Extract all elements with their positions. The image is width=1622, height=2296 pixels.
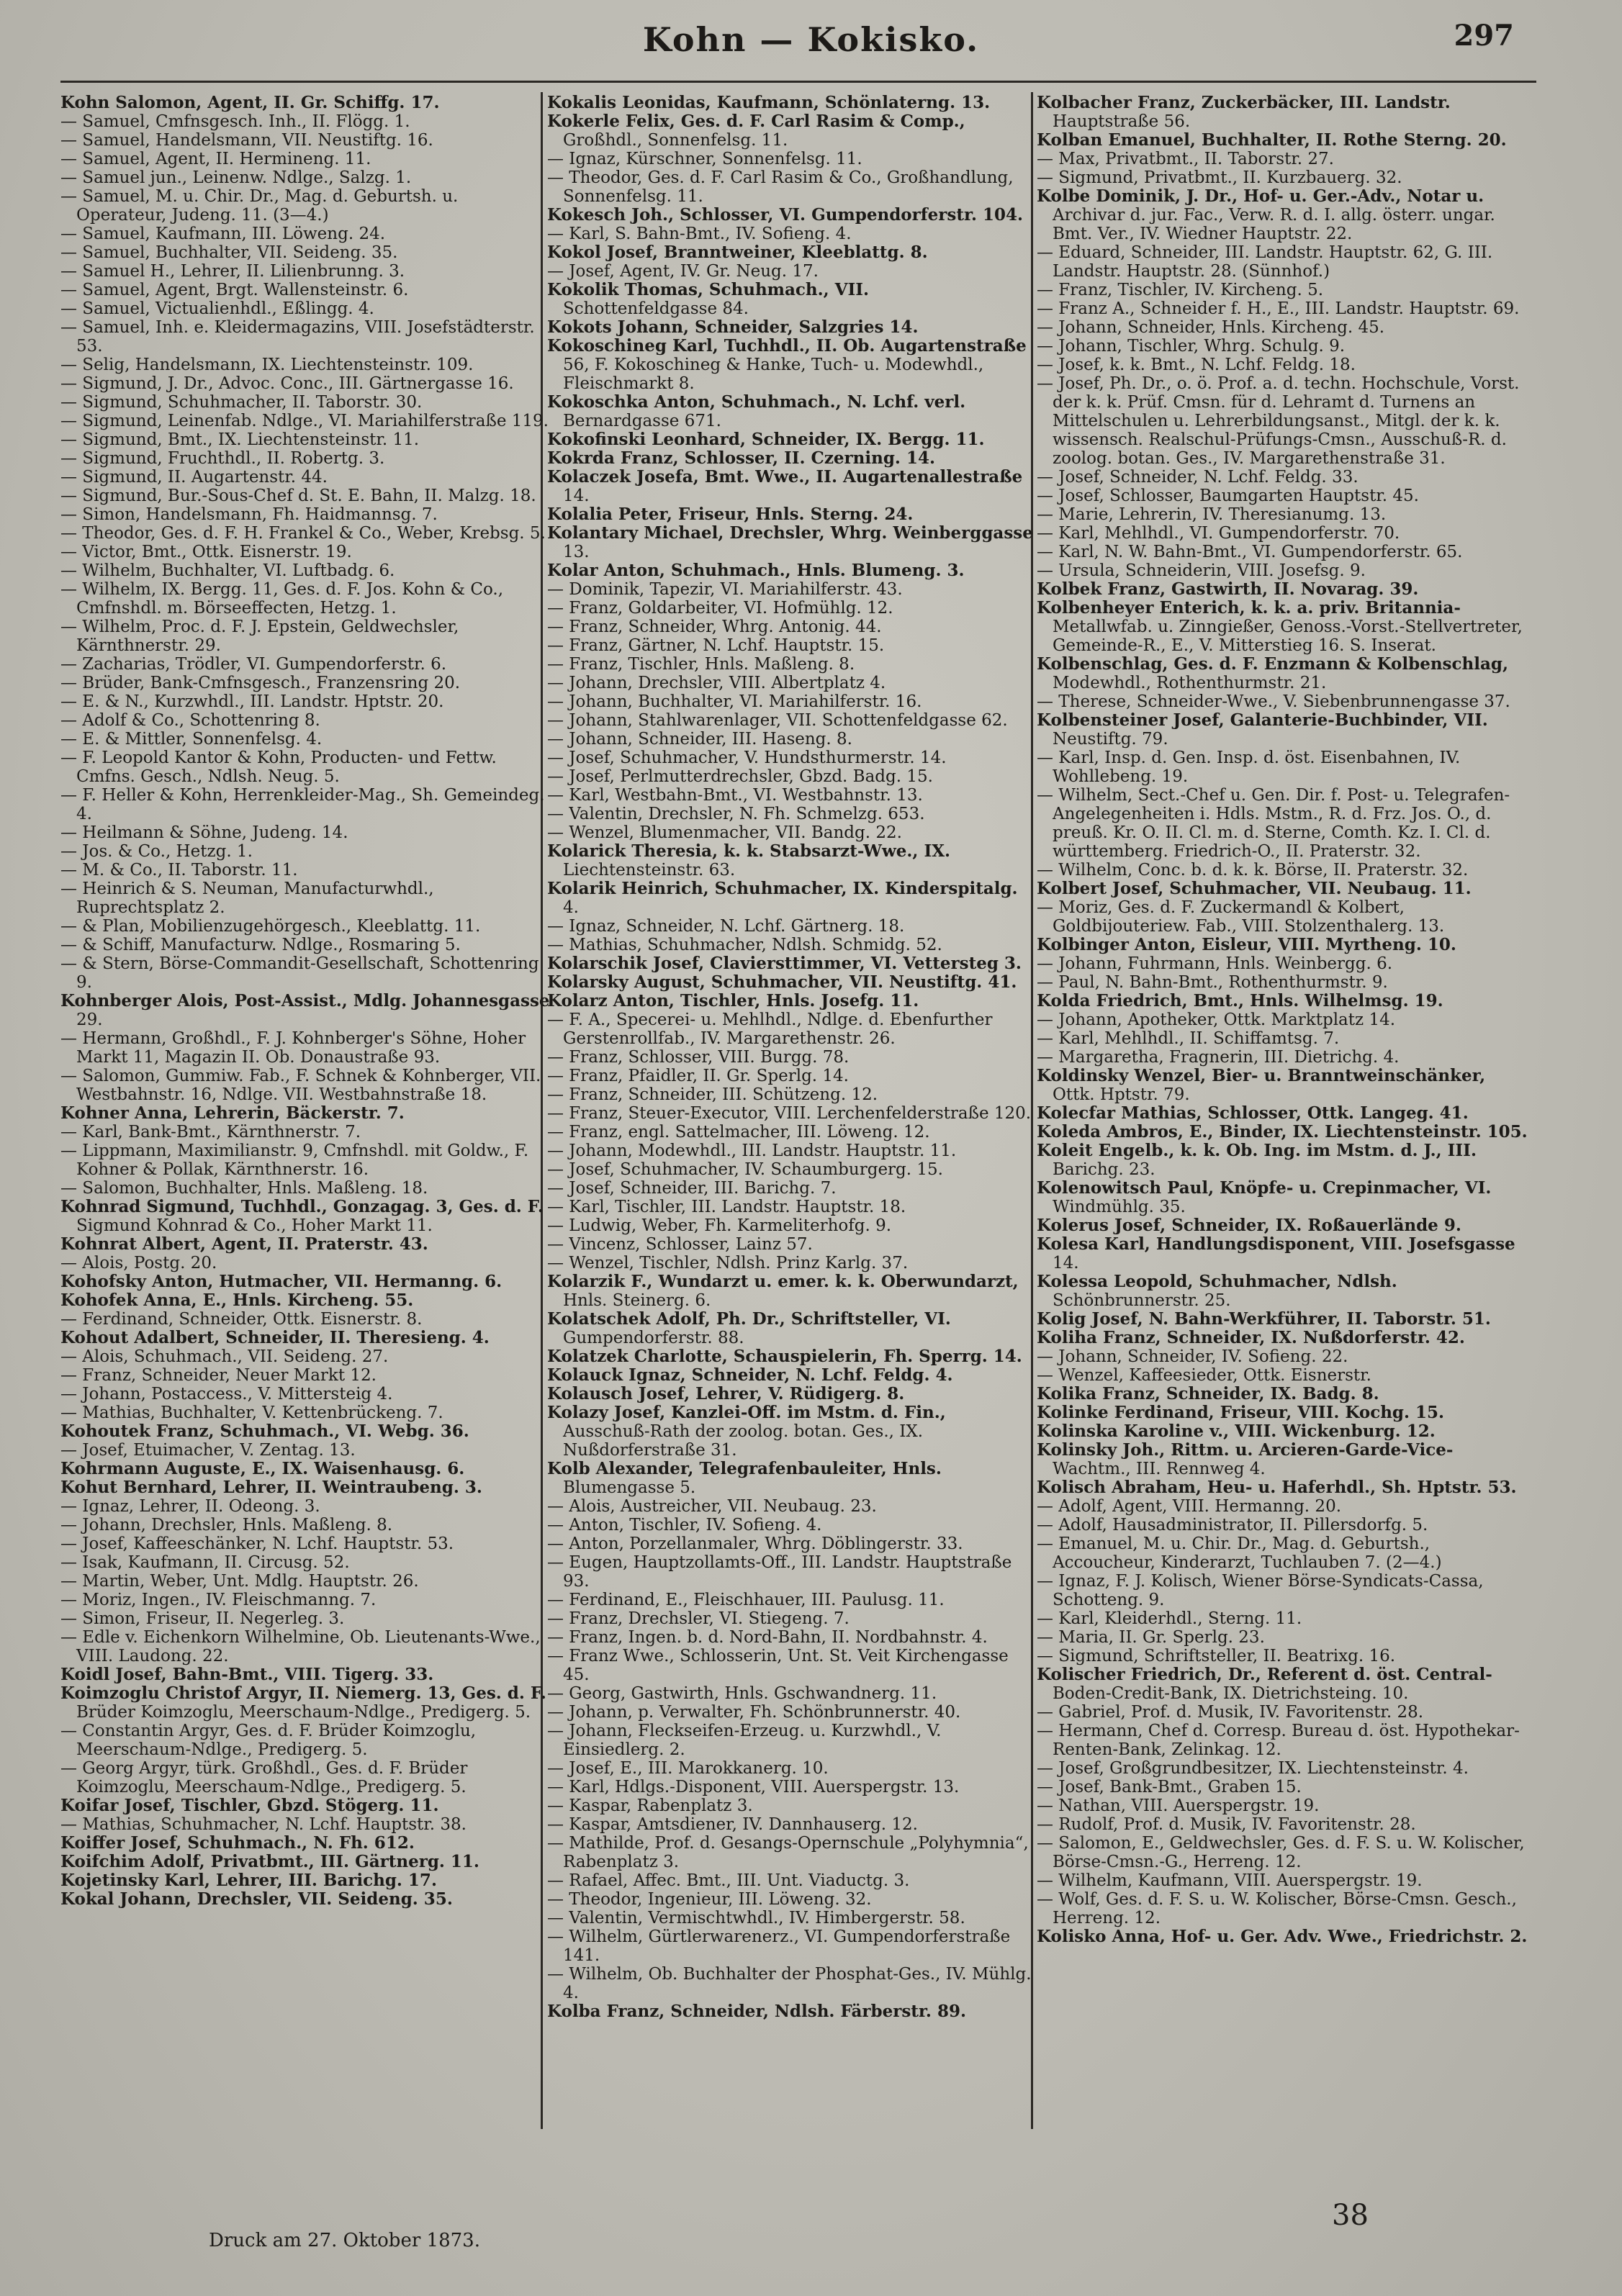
directory-entry: — Karl, Tischler, III. Landstr. Hauptstr. 18. xyxy=(547,1198,906,1216)
directory-entry: — Samuel, Cmfnsgesch. Inh., II. Flögg. 1. xyxy=(60,112,410,131)
header-rule xyxy=(60,81,1536,83)
directory-entry: — Johann, Apotheker, Ottk. Marktplatz 14. xyxy=(1037,1011,1396,1029)
directory-entry: — Karl, Kleiderhdl., Sterng. 11. xyxy=(1037,1609,1302,1628)
directory-entry: — Jos. & Co., Hetzg. 1. xyxy=(60,842,253,861)
directory-entry: Koifar Josef, Tischler, Gbzd. Stögerg. 11. xyxy=(60,1796,439,1815)
directory-entry: — Salomon, Gummiw. Fab., F. Schnek & Kohnberger, VII. Westbahnstr. 16, Ndlge. VII. Westbahnstraße 18. xyxy=(60,1067,541,1104)
directory-entry: — Ludwig, Weber, Fh. Karmeliterhofg. 9. xyxy=(547,1216,892,1235)
directory-entry: — Martin, Weber, Unt. Mdlg. Hauptstr. 26. xyxy=(60,1572,419,1591)
directory-entry: — Karl, Westbahn-Bmt., VI. Westbahnstr. 13. xyxy=(547,786,923,805)
directory-entry: — Karl, Hdlgs.-Disponent, VIII. Auerspergstr. 13. xyxy=(547,1778,960,1796)
directory-entry: — & Plan, Mobilienzugehörgesch., Kleeblattg. 11. xyxy=(60,917,481,936)
directory-entry: — Karl, Mehlhdl., II. Schiffamtsg. 7. xyxy=(1037,1029,1340,1048)
directory-entry: Kolazy Josef, Kanzlei-Off. im Mstm. d. Fin., Ausschuß-Rath der zoolog. botan. Ges., IX. Nußdorferstraße 31. xyxy=(547,1403,946,1460)
directory-entry: — Ignaz, F. J. Kolisch, Wiener Börse-Syndicats-Cassa, Schotteng. 9. xyxy=(1037,1572,1484,1609)
directory-entry: — Selig, Handelsmann, IX. Liechtensteinstr. 109. xyxy=(60,356,474,374)
directory-entry: — Therese, Schneider-Wwe., V. Siebenbrunnengasse 37. xyxy=(1037,692,1510,711)
directory-entry: — Salomon, Buchhalter, Hnls. Maßleng. 18. xyxy=(60,1179,428,1198)
directory-entry: Kolbensteiner Josef, Galanterie-Buchbinder, VII. Neustiftg. 79. xyxy=(1037,710,1488,749)
directory-entry: — Franz, Schneider, Neuer Markt 12. xyxy=(60,1366,377,1385)
directory-entry: Kohnrat Albert, Agent, II. Praterstr. 43. xyxy=(60,1234,428,1254)
directory-entry: Kohnberger Alois, Post-Assist., Mdlg. Johannesgasse 29. xyxy=(60,991,550,1029)
directory-entry: — Karl, Mehlhdl., VI. Gumpendorferstr. 70. xyxy=(1037,524,1400,543)
directory-entry: — Franz Wwe., Schlosserin, Unt. St. Veit Kirchengasse 45. xyxy=(547,1647,1009,1684)
directory-entry: — Ignaz, Kürschner, Sonnenfelsg. 11. xyxy=(547,150,862,168)
directory-entry: Koidl Josef, Bahn-Bmt., VIII. Tigerg. 33. xyxy=(60,1665,434,1684)
directory-entry: — Josef, Schuhmacher, IV. Schaumburgerg. 15. xyxy=(547,1160,943,1179)
directory-entry: Kolaczek Josefa, Bmt. Wwe., II. Augartenallestraße 14. xyxy=(547,467,1023,505)
sheet-number: 38 xyxy=(1332,2199,1369,2232)
page-header xyxy=(0,16,1622,66)
directory-entry: — Wilhelm, Proc. d. F. J. Epstein, Geldwechsler, Kärnthnerstr. 29. xyxy=(60,618,459,655)
directory-entry: — Mathias, Schuhmacher, Ndlsh. Schmidg. 52. xyxy=(547,936,942,954)
directory-entry: Kolba Franz, Schneider, Ndlsh. Färberstr. 89. xyxy=(547,2002,966,2021)
directory-entry: — Wilhelm, Conc. b. d. k. k. Börse, II. Praterstr. 32. xyxy=(1037,861,1469,880)
directory-entry: — Josef, Kaffeeschänker, N. Lchf. Hauptstr. 53. xyxy=(60,1535,454,1553)
directory-entry: — Josef, E., III. Marokkanerg. 10. xyxy=(547,1759,829,1778)
directory-entry: — Johann, Tischler, Whrg. Schulg. 9. xyxy=(1037,337,1346,356)
directory-entry: — F. Leopold Kantor & Kohn, Producten- und Fettw. Cmfns. Gesch., Ndlsh. Neug. 5. xyxy=(60,749,497,786)
directory-entry: — Mathilde, Prof. d. Gesangs-Opernschule „Polyhymnia“, Rabenplatz 3. xyxy=(547,1834,1029,1871)
directory-entry: — Samuel, Agent, Brgt. Wallensteinstr. 6. xyxy=(60,281,409,299)
directory-entry: — Vincenz, Schlosser, Lainz 57. xyxy=(547,1235,813,1254)
directory-entry: — Valentin, Drechsler, N. Fh. Schmelzg. 653. xyxy=(547,805,925,823)
directory-entry: — Paul, N. Bahn-Bmt., Rothenthurmstr. 9. xyxy=(1037,973,1388,992)
directory-entry: — Edle v. Eichenkorn Wilhelmine, Ob. Lieutenants-Wwe., VIII. Laudong. 22. xyxy=(60,1628,541,1665)
directory-entry: — Franz A., Schneider f. H., E., III. Landstr. Hauptstr. 69. xyxy=(1037,299,1520,318)
directory-entry: — Franz, Tischler, Hnls. Maßleng. 8. xyxy=(547,655,855,674)
directory-entry: Kolessa Leopold, Schuhmacher, Ndlsh. Schönbrunnerstr. 25. xyxy=(1037,1272,1397,1310)
directory-entry: — Ignaz, Schneider, N. Lchf. Gärtnerg. 18. xyxy=(547,917,905,936)
directory-entry: — Ferdinand, E., Fleischhauer, III. Paulusg. 11. xyxy=(547,1591,945,1609)
directory-entry: Kolda Friedrich, Bmt., Hnls. Wilhelmsg. 19. xyxy=(1037,991,1443,1011)
directory-entry: — Karl, Insp. d. Gen. Insp. d. öst. Eisenbahnen, IV. Wohllebeng. 19. xyxy=(1037,749,1461,786)
directory-entry: — Johann, Fleckseifen-Erzeug. u. Kurzwhdl., V. Einsiedlerg. 2. xyxy=(547,1722,942,1759)
directory-entry: — Wenzel, Kaffeesieder, Ottk. Eisnerstr. xyxy=(1037,1366,1371,1385)
directory-entry: — Alois, Austreicher, VII. Neubaug. 23. xyxy=(547,1497,877,1516)
directory-entry: — Ignaz, Lehrer, II. Odeong. 3. xyxy=(60,1497,320,1516)
directory-entry: — Josef, Agent, IV. Gr. Neug. 17. xyxy=(547,262,819,281)
directory-entry: — Franz, Tischler, IV. Kircheng. 5. xyxy=(1037,281,1324,299)
directory-entry: Kolban Emanuel, Buchhalter, II. Rothe Sterng. 20. xyxy=(1037,130,1507,150)
directory-entry: — Kaspar, Amtsdiener, IV. Dannhauserg. 12. xyxy=(547,1815,918,1834)
directory-entry: — M. & Co., II. Taborstr. 11. xyxy=(60,861,298,880)
directory-entry: — Mathias, Buchhalter, V. Kettenbrückeng. 7. xyxy=(60,1404,443,1422)
directory-entry: Kohofsky Anton, Hutmacher, VII. Hermanng. 6. xyxy=(60,1272,503,1291)
directory-entry: — Sigmund, Fruchthdl., II. Robertg. 3. xyxy=(60,449,385,468)
directory-entry: — Josef, Ph. Dr., o. ö. Prof. a. d. techn. Hochschule, Vorst. der k. k. Prüf. Cmsn. für d. Lehramt d. Turnens an Mittelschulen u. Lehrerbildungsanst., Mitgl. der k. k. wissensch. Realschul-Prüfungs-Cmsn., Ausschuß-R. d. zoolog. botan. Ges., IV. Margarethenstraße 31. xyxy=(1037,374,1520,468)
directory-entry: — Samuel, Victualienhdl., Eßlingg. 4. xyxy=(60,299,374,318)
directory-entry: — Marie, Lehrerin, IV. Theresianumg. 13. xyxy=(1037,505,1387,524)
directory-entry: — Eugen, Hauptzollamts-Off., III. Landstr. Hauptstraße 93. xyxy=(547,1553,1012,1591)
directory-entry: Kolbenschlag, Ges. d. F. Enzmann & Kolbenschlag, Modewhdl., Rothenthurmstr. 21. xyxy=(1037,654,1508,692)
directory-entry: Kolarsky August, Schuhmacher, VII. Neustiftg. 41. xyxy=(547,972,1017,992)
directory-entry: — Alois, Postg. 20. xyxy=(60,1254,217,1273)
directory-entry: Kokolik Thomas, Schuhmach., VII. Schottenfeldgasse 84. xyxy=(547,280,870,318)
directory-entry: Kokol Josef, Branntweiner, Kleeblattg. 8. xyxy=(547,243,928,262)
directory-entry: Koiffer Josef, Schuhmach., N. Fh. 612. xyxy=(60,1833,415,1853)
directory-entry: — Sigmund, II. Augartenstr. 44. xyxy=(60,468,328,487)
directory-entry: Kolenowitsch Paul, Knöpfe- u. Crepinmacher, VI. Windmühlg. 35. xyxy=(1037,1178,1492,1216)
directory-entry: — Moriz, Ges. d. F. Zuckermandl & Kolbert, Goldbijouteriew. Fab., VIII. Stolzenthalerg. 13. xyxy=(1037,898,1445,936)
directory-entry: — Samuel, Handelsmann, VII. Neustiftg. 16. xyxy=(60,131,433,150)
print-date: Druck am 27. Oktober 1873. xyxy=(209,2230,480,2251)
directory-entry: — Wilhelm, IX. Bergg. 11, Ges. d. F. Jos. Kohn & Co., Cmfnshdl. m. Börseeffecten, Hetzg. 1. xyxy=(60,580,504,618)
directory-entry: Kolatzek Charlotte, Schauspielerin, Fh. Sperrg. 14. xyxy=(547,1347,1022,1366)
directory-entry: Kolbert Josef, Schuhmacher, VII. Neubaug. 11. xyxy=(1037,879,1472,898)
directory-entry: Kolisch Abraham, Heu- u. Haferhdl., Sh. Hptstr. 53. xyxy=(1037,1478,1517,1497)
directory-entry: — Georg Argyr, türk. Großhdl., Ges. d. F. Brüder Koimzoglu, Meerschaum-Ndlge., Predigerg. 5. xyxy=(60,1759,468,1796)
directory-entry: Kolbe Dominik, J. Dr., Hof- u. Ger.-Adv., Notar u. Archivar d. jur. Fac., Verw. R. d. I. allg. österr. ungar. Bmt. Ver., IV. Wiedner Hauptstr. 22. xyxy=(1037,186,1495,243)
directory-entry: Kolinke Ferdinand, Friseur, VIII. Kochg. 15. xyxy=(1037,1403,1445,1422)
directory-entry: Kolarz Anton, Tischler, Hnls. Josefg. 11. xyxy=(547,991,919,1011)
directory-entry: — & Stern, Börse-Commandit-Gesellschaft, Schottenring 9. xyxy=(60,954,539,992)
directory-entry: Kojetinsky Karl, Lehrer, III. Barichg. 17. xyxy=(60,1871,437,1890)
directory-entry: — Heinrich & S. Neuman, Manufacturwhdl., Ruprechtsplatz 2. xyxy=(60,880,434,917)
directory-entry: — Samuel, Inh. e. Kleidermagazins, VIII. Josefstädterstr. 53. xyxy=(60,318,535,356)
page-number: 297 xyxy=(1454,19,1514,53)
directory-entry: — F. A., Specerei- u. Mehlhdl., Ndlge. d. Ebenfurther Gerstenrollfab., IV. Margarethenstr. 26. xyxy=(547,1011,993,1048)
directory-entry: — Ursula, Schneiderin, VIII. Josefsg. 9. xyxy=(1037,561,1366,580)
directory-entry: — Johann, Schneider, Hnls. Kircheng. 45. xyxy=(1037,318,1385,337)
directory-entry: Kolbacher Franz, Zuckerbäcker, III. Landstr. Hauptstraße 56. xyxy=(1037,94,1451,131)
directory-entry: — Wenzel, Tischler, Ndlsh. Prinz Karlg. 37. xyxy=(547,1254,909,1273)
directory-entry: — Wolf, Ges. d. F. S. u. W. Kolischer, Börse-Cmsn. Gesch., Herreng. 12. xyxy=(1037,1890,1517,1927)
directory-entry: Koliha Franz, Schneider, IX. Nußdorferstr. 42. xyxy=(1037,1328,1465,1347)
directory-entry: — Samuel, Buchhalter, VII. Seideng. 35. xyxy=(60,243,398,262)
directory-entry: — Nathan, VIII. Auerspergstr. 19. xyxy=(1037,1796,1320,1815)
directory-entry: Kohrmann Auguste, E., IX. Waisenhausg. 6. xyxy=(60,1459,465,1478)
directory-entry: — Franz, Schneider, III. Schützeng. 12. xyxy=(547,1085,878,1104)
directory-entry: — Karl, Bank-Bmt., Kärnthnerstr. 7. xyxy=(60,1123,361,1142)
directory-entry: — Josef, Etuimacher, V. Zentag. 13. xyxy=(60,1441,356,1460)
directory-entry: — Adolf, Hausadministrator, II. Pillersdorfg. 5. xyxy=(1037,1516,1428,1535)
directory-entry: — Hermann, Großhdl., F. J. Kohnberger's Söhne, Hoher Markt 11, Magazin II. Ob. Donaustraße 93. xyxy=(60,1029,526,1067)
directory-entry: — Johann, Schneider, III. Haseng. 8. xyxy=(547,730,852,749)
page-title: Kohn — Kokisko. xyxy=(642,20,980,59)
directory-entry: Koimzoglu Christof Argyr, II. Niemerg. 13, Ges. d. F. Brüder Koimzoglu, Meerschaum-Ndlge., Predigerg. 5. xyxy=(60,1683,546,1722)
directory-entry: Kohoutek Franz, Schuhmach., VI. Webg. 36. xyxy=(60,1422,469,1441)
directory-entry: — Emanuel, M. u. Chir. Dr., Mag. d. Geburtsh., Accoucheur, Kinderarzt, Tuchlauben 7. (2—4.) xyxy=(1037,1535,1442,1572)
directory-entry: — Samuel, M. u. Chir. Dr., Mag. d. Geburtsh. u. Operateur, Judeng. 11. (3—4.) xyxy=(60,187,459,225)
directory-entry: — Josef, Großgrundbesitzer, IX. Liechtensteinstr. 4. xyxy=(1037,1759,1469,1778)
directory-entry: — Franz, engl. Sattelmacher, III. Löweng. 12. xyxy=(547,1123,930,1142)
directory-column-1 xyxy=(60,94,550,2238)
directory-entry: — Franz, Goldarbeiter, VI. Hofmühlg. 12. xyxy=(547,599,893,618)
directory-entry: — Theodor, Ges. d. F. Carl Rasim & Co., Großhandlung, Sonnenfelsg. 11. xyxy=(547,168,1014,206)
directory-entry: Kolisko Anna, Hof- u. Ger. Adv. Wwe., Friedrichstr. 2. xyxy=(1037,1927,1528,1946)
directory-entry: Kolinska Karoline v., VIII. Wickenburg. 12. xyxy=(1037,1422,1436,1441)
directory-entry: — Rudolf, Prof. d. Musik, IV. Favoritenstr. 28. xyxy=(1037,1815,1416,1834)
directory-entry: Kokerle Felix, Ges. d. F. Carl Rasim & Comp., Großhdl., Sonnenfelsg. 11. xyxy=(547,112,965,150)
directory-entry: — Johann, Buchhalter, VI. Mariahilferstr. 16. xyxy=(547,692,922,711)
directory-entry: — Adolf & Co., Schottenring 8. xyxy=(60,711,320,730)
directory-entry: — Sigmund, Schuhmacher, II. Taborstr. 30. xyxy=(60,393,423,412)
directory-entry: Kolarick Theresia, k. k. Stabsarzt-Wwe., IX. Liechtensteinstr. 63. xyxy=(547,841,951,880)
directory-entry: — Anton, Tischler, IV. Sofieng. 4. xyxy=(547,1516,822,1535)
directory-entry: — Josef, Schuhmacher, V. Hundsthurmerstr. 14. xyxy=(547,749,947,767)
directory-entry: — Constantin Argyr, Ges. d. F. Brüder Koimzoglu, Meerschaum-Ndlge., Predigerg. 5. xyxy=(60,1722,477,1759)
directory-entry: Koifchim Adolf, Privatbmt., III. Gärtnerg. 11. xyxy=(60,1852,479,1871)
directory-entry: — Franz, Schneider, Whrg. Antonig. 44. xyxy=(547,618,882,636)
directory-entry: Kolantary Michael, Drechsler, Whrg. Weinberggasse 13. xyxy=(547,523,1033,561)
directory-entry: — Dominik, Tapezir, VI. Mariahilferstr. 43. xyxy=(547,580,903,599)
directory-entry: Kohut Bernhard, Lehrer, II. Weintraubeng. 3. xyxy=(60,1478,482,1497)
directory-entry: — Zacharias, Trödler, VI. Gumpendorferstr. 6. xyxy=(60,655,447,674)
directory-entry: — Heilmann & Söhne, Judeng. 14. xyxy=(60,823,348,842)
directory-entry: — Franz, Steuer-Executor, VIII. Lerchenfelderstraße 120. xyxy=(547,1104,1032,1123)
directory-entry: — Josef, Perlmutterdrechsler, Gbzd. Badg. 15. xyxy=(547,767,933,786)
directory-entry: — Josef, Schlosser, Baumgarten Hauptstr. 45. xyxy=(1037,487,1419,505)
directory-entry: — Franz, Pfaidler, II. Gr. Sperlg. 14. xyxy=(547,1067,849,1085)
directory-entry: — Salomon, E., Geldwechsler, Ges. d. F. S. u. W. Kolischer, Börse-Cmsn.-G., Herreng. 12. xyxy=(1037,1834,1525,1871)
directory-entry: — Adolf, Agent, VIII. Hermanng. 20. xyxy=(1037,1497,1342,1516)
directory-entry: Kolischer Friedrich, Dr., Referent d. öst. Central-Boden-Credit-Bank, IX. Dietrichsteing. 10. xyxy=(1037,1665,1492,1703)
directory-entry: Kolig Josef, N. Bahn-Werkführer, II. Taborstr. 51. xyxy=(1037,1309,1491,1329)
directory-entry: — Wilhelm, Sect.-Chef u. Gen. Dir. f. Post- u. Telegrafen-Angelegenheiten i. Hdls. Mstm., R. d. Frz. Jos. O., d. preuß. Kr. O. II. Cl. m. d. Sterne, Comth. Kz. I. Cl. d. württemberg. Friedrich-O., II. Praterstr. 32. xyxy=(1037,786,1510,861)
directory-entry: — Georg, Gastwirth, Hnls. Gschwandnerg. 11. xyxy=(547,1684,937,1703)
directory-entry: Kolauck Ignaz, Schneider, N. Lchf. Feldg. 4. xyxy=(547,1365,953,1385)
directory-entry: Kolbinger Anton, Eisleur, VIII. Myrtheng. 10. xyxy=(1037,935,1456,954)
directory-entry: — Rafael, Affec. Bmt., III. Unt. Viaductg. 3. xyxy=(547,1871,910,1890)
directory-entry: Kolausch Josef, Lehrer, V. Rüdigerg. 8. xyxy=(547,1384,905,1404)
directory-entry: — Wilhelm, Ob. Buchhalter der Phosphat-Ges., IV. Mühlg. 4. xyxy=(547,1965,1032,2002)
directory-entry: Kolinsky Joh., Rittm. u. Arcieren-Garde-Vice-Wachtm., III. Rennweg 4. xyxy=(1037,1440,1454,1478)
directory-entry: — Eduard, Schneider, III. Landstr. Hauptstr. 62, G. III. Landstr. Hauptstr. 28. (Sünnhof.) xyxy=(1037,243,1493,281)
directory-entry: — Wilhelm, Buchhalter, VI. Luftbadg. 6. xyxy=(60,561,395,580)
directory-entry: — Lippmann, Maximilianstr. 9, Cmfnshdl. mit Goldw., F. Kohner & Pollak, Kärnthnerstr. 16. xyxy=(60,1142,529,1179)
directory-entry: Koleda Ambros, E., Binder, IX. Liechtensteinstr. 105. xyxy=(1037,1122,1528,1142)
directory-entry: — Sigmund, Schriftsteller, II. Beatrixg. 16. xyxy=(1037,1647,1396,1665)
directory-entry: — Johann, Postaccess., V. Mittersteig 4. xyxy=(60,1385,393,1404)
directory-entry: — Josef, k. k. Bmt., N. Lchf. Feldg. 18. xyxy=(1037,356,1356,374)
directory-entry: — Johann, Schneider, IV. Sofieng. 22. xyxy=(1037,1347,1348,1366)
directory-entry: — Brüder, Bank-Cmfnsgesch., Franzensring 20. xyxy=(60,674,461,692)
directory-entry: — Johann, p. Verwalter, Fh. Schönbrunnerstr. 40. xyxy=(547,1703,961,1722)
directory-entry: Kokoschineg Karl, Tuchhdl., II. Ob. Augartenstraße 56, F. Kokoschineg & Hanke, Tuch- u. Modewhdl., Fleischmarkt 8. xyxy=(547,336,1027,393)
directory-entry: — E. & N., Kurzwhdl., III. Landstr. Hptstr. 20. xyxy=(60,692,444,711)
directory-entry: — Johann, Stahlwarenlager, VII. Schottenfeldgasse 62. xyxy=(547,711,1008,730)
directory-entry: Koldinsky Wenzel, Bier- u. Branntweinschänker, Ottk. Hptstr. 79. xyxy=(1037,1066,1486,1104)
directory-entry: Kolarschik Josef, Claviersttimmer, VI. Vettersteg 3. xyxy=(547,954,1022,973)
directory-entry: Koleit Engelb., k. k. Ob. Ing. im Mstm. d. J., III. Barichg. 23. xyxy=(1037,1141,1477,1179)
directory-entry: Kokots Johann, Schneider, Salzgries 14. xyxy=(547,317,919,337)
directory-entry: — Josef, Schneider, N. Lchf. Feldg. 33. xyxy=(1037,468,1359,487)
directory-entry: Kolarzik F., Wundarzt u. emer. k. k. Oberwundarzt, Hnls. Steinerg. 6. xyxy=(547,1272,1019,1310)
directory-entry: — Sigmund, Bur.-Sous-Chef d. St. E. Bahn, II. Malzg. 18. xyxy=(60,487,536,505)
directory-entry: — Theodor, Ges. d. F. H. Frankel & Co., Weber, Krebsg. 5. xyxy=(60,524,546,543)
directory-entry: — Samuel, Agent, II. Hermineng. 11. xyxy=(60,150,371,168)
directory-entry: Kolbek Franz, Gastwirth, II. Novarag. 39. xyxy=(1037,579,1419,599)
directory-entry: Kolika Franz, Schneider, IX. Badg. 8. xyxy=(1037,1384,1379,1404)
directory-entry: — Johann, Drechsler, VIII. Albertplatz 4. xyxy=(547,674,886,692)
directory-entry: — & Schiff, Manufacturw. Ndlge., Rosmaring 5. xyxy=(60,936,461,954)
directory-entry: — E. & Mittler, Sonnenfelsg. 4. xyxy=(60,730,323,749)
directory-entry: Kolerus Josef, Schneider, IX. Roßauerlände 9. xyxy=(1037,1216,1461,1235)
directory-entry: Kolesa Karl, Handlungsdisponent, VIII. Josefsgasse 14. xyxy=(1037,1234,1515,1273)
directory-entry: Kolarik Heinrich, Schuhmacher, IX. Kinderspitalg. 4. xyxy=(547,879,1018,917)
directory-entry: — Karl, S. Bahn-Bmt., IV. Sofieng. 4. xyxy=(547,225,852,243)
directory-entry: Kohner Anna, Lehrerin, Bäckerstr. 7. xyxy=(60,1103,405,1123)
directory-entry: — Wilhelm, Gürtlerwarenerz., VI. Gumpendorferstraße 141. xyxy=(547,1927,1011,1965)
directory-entry: Kolar Anton, Schuhmach., Hnls. Blumeng. 3. xyxy=(547,561,965,580)
directory-entry: — Isak, Kaufmann, II. Circusg. 52. xyxy=(60,1553,350,1572)
directory-entry: — F. Heller & Kohn, Herrenkleider-Mag., Sh. Gemeindeg. 4. xyxy=(60,786,545,823)
directory-entry: — Victor, Bmt., Ottk. Eisnerstr. 19. xyxy=(60,543,352,561)
directory-entry: — Sigmund, J. Dr., Advoc. Conc., III. Gärtnergasse 16. xyxy=(60,374,514,393)
directory-entry: — Franz, Gärtner, N. Lchf. Hauptstr. 15. xyxy=(547,636,885,655)
directory-entry: — Sigmund, Privatbmt., II. Kurzbauerg. 32. xyxy=(1037,168,1402,187)
directory-entry: — Samuel jun., Leinenw. Ndlge., Salzg. 1. xyxy=(60,168,412,187)
directory-entry: Kohnrad Sigmund, Tuchhdl., Gonzagag. 3, Ges. d. F. Sigmund Kohnrad & Co., Hoher Markt 11. xyxy=(60,1197,544,1235)
directory-entry: — Franz, Schlosser, VIII. Burgg. 78. xyxy=(547,1048,850,1067)
directory-column-3 xyxy=(1037,94,1533,2238)
directory-entry: — Samuel H., Lehrer, II. Lilienbrunng. 3. xyxy=(60,262,405,281)
directory-entry: — Simon, Friseur, II. Negerleg. 3. xyxy=(60,1609,345,1628)
directory-entry: Kolbenheyer Enterich, k. k. a. priv. Britannia-Metallwfab. u. Zinngießer, Genoss.-Vorst.-Stellvertreter, Gemeinde-R., E., V. Mitterstieg 16. S. Inserat. xyxy=(1037,598,1523,655)
directory-entry: — Samuel, Kaufmann, III. Löweng. 24. xyxy=(60,225,386,243)
directory-entry: — Alois, Schuhmach., VII. Seideng. 27. xyxy=(60,1347,389,1366)
directory-column-2 xyxy=(547,94,1037,2238)
directory-entry: — Josef, Schneider, III. Barichg. 7. xyxy=(547,1179,837,1198)
directory-entry: — Ferdinand, Schneider, Ottk. Eisnerstr. 8. xyxy=(60,1310,423,1329)
directory-entry: — Moriz, Ingen., IV. Fleischmanng. 7. xyxy=(60,1591,377,1609)
directory-entry: Kokrda Franz, Schlosser, II. Czerning. 14. xyxy=(547,448,935,468)
directory-entry: — Theodor, Ingenieur, III. Löweng. 32. xyxy=(547,1890,872,1909)
directory-entry: Kokoschka Anton, Schuhmach., N. Lchf. verl. Bernardgasse 671. xyxy=(547,392,966,430)
directory-entry: — Franz, Ingen. b. d. Nord-Bahn, II. Nordbahnstr. 4. xyxy=(547,1628,988,1647)
directory-entry: — Kaspar, Rabenplatz 3. xyxy=(547,1796,753,1815)
directory-entry: Kolalia Peter, Friseur, Hnls. Sterng. 24. xyxy=(547,505,914,524)
directory-entry: — Margaretha, Fragnerin, III. Dietrichg. 4. xyxy=(1037,1048,1400,1067)
directory-entry: Kokofinski Leonhard, Schneider, IX. Bergg. 11. xyxy=(547,430,985,449)
directory-entry: Kolb Alexander, Telegrafenbauleiter, Hnls. Blumengasse 5. xyxy=(547,1459,942,1497)
directory-entry: — Max, Privatbmt., II. Taborstr. 27. xyxy=(1037,150,1334,168)
directory-entry: Kohofek Anna, E., Hnls. Kircheng. 55. xyxy=(60,1291,414,1310)
directory-entry: — Gabriel, Prof. d. Musik, IV. Favoritenstr. 28. xyxy=(1037,1703,1424,1722)
directory-entry: Kolecfar Mathias, Schlosser, Ottk. Langeg. 41. xyxy=(1037,1103,1469,1123)
directory-entry: — Wilhelm, Kaufmann, VIII. Auerspergstr. 19. xyxy=(1037,1871,1423,1890)
directory-entry: — Anton, Porzellanmaler, Whrg. Döblingerstr. 33. xyxy=(547,1535,963,1553)
directory-entry: Kohn Salomon, Agent, II. Gr. Schiffg. 17. xyxy=(60,94,440,112)
directory-entry: Kokal Johann, Drechsler, VII. Seideng. 35. xyxy=(60,1889,453,1909)
directory-entry: — Mathias, Schuhmacher, N. Lchf. Hauptstr. 38. xyxy=(60,1815,467,1834)
directory-entry: — Johann, Fuhrmann, Hnls. Weinbergg. 6. xyxy=(1037,954,1393,973)
directory-entry: — Sigmund, Bmt., IX. Liechtensteinstr. 11. xyxy=(60,430,420,449)
directory-entry: — Wenzel, Blumenmacher, VII. Bandg. 22. xyxy=(547,823,902,842)
directory-entry: — Josef, Bank-Bmt., Graben 15. xyxy=(1037,1778,1302,1796)
directory-entry: — Hermann, Chef d. Corresp. Bureau d. öst. Hypothekar-Renten-Bank, Zelinkag. 12. xyxy=(1037,1722,1520,1759)
directory-entry: — Johann, Drechsler, Hnls. Maßleng. 8. xyxy=(60,1516,393,1535)
directory-entry: — Johann, Modewhdl., III. Landstr. Hauptstr. 11. xyxy=(547,1142,957,1160)
directory-entry: — Simon, Handelsmann, Fh. Haidmannsg. 7. xyxy=(60,505,438,524)
directory-entry: — Valentin, Vermischtwhdl., IV. Himbergerstr. 58. xyxy=(547,1909,965,1927)
directory-entry: — Sigmund, Leinenfab. Ndlge., VI. Mariahilferstraße 119. xyxy=(60,412,549,430)
directory-entry: — Maria, II. Gr. Sperlg. 23. xyxy=(1037,1628,1265,1647)
directory-entry: — Franz, Drechsler, VI. Stiegeng. 7. xyxy=(547,1609,850,1628)
directory-entry: Kokesch Joh., Schlosser, VI. Gumpendorferstr. 104. xyxy=(547,205,1024,225)
directory-entry: Kohout Adalbert, Schneider, II. Theresieng. 4. xyxy=(60,1328,490,1347)
directory-entry: — Karl, N. W. Bahn-Bmt., VI. Gumpendorferstr. 65. xyxy=(1037,543,1463,561)
directory-entry: Kokalis Leonidas, Kaufmann, Schönlaterng. 13. xyxy=(547,94,991,112)
directory-entry: Kolatschek Adolf, Ph. Dr., Schriftsteller, VI. Gumpendorferstr. 88. xyxy=(547,1309,951,1347)
